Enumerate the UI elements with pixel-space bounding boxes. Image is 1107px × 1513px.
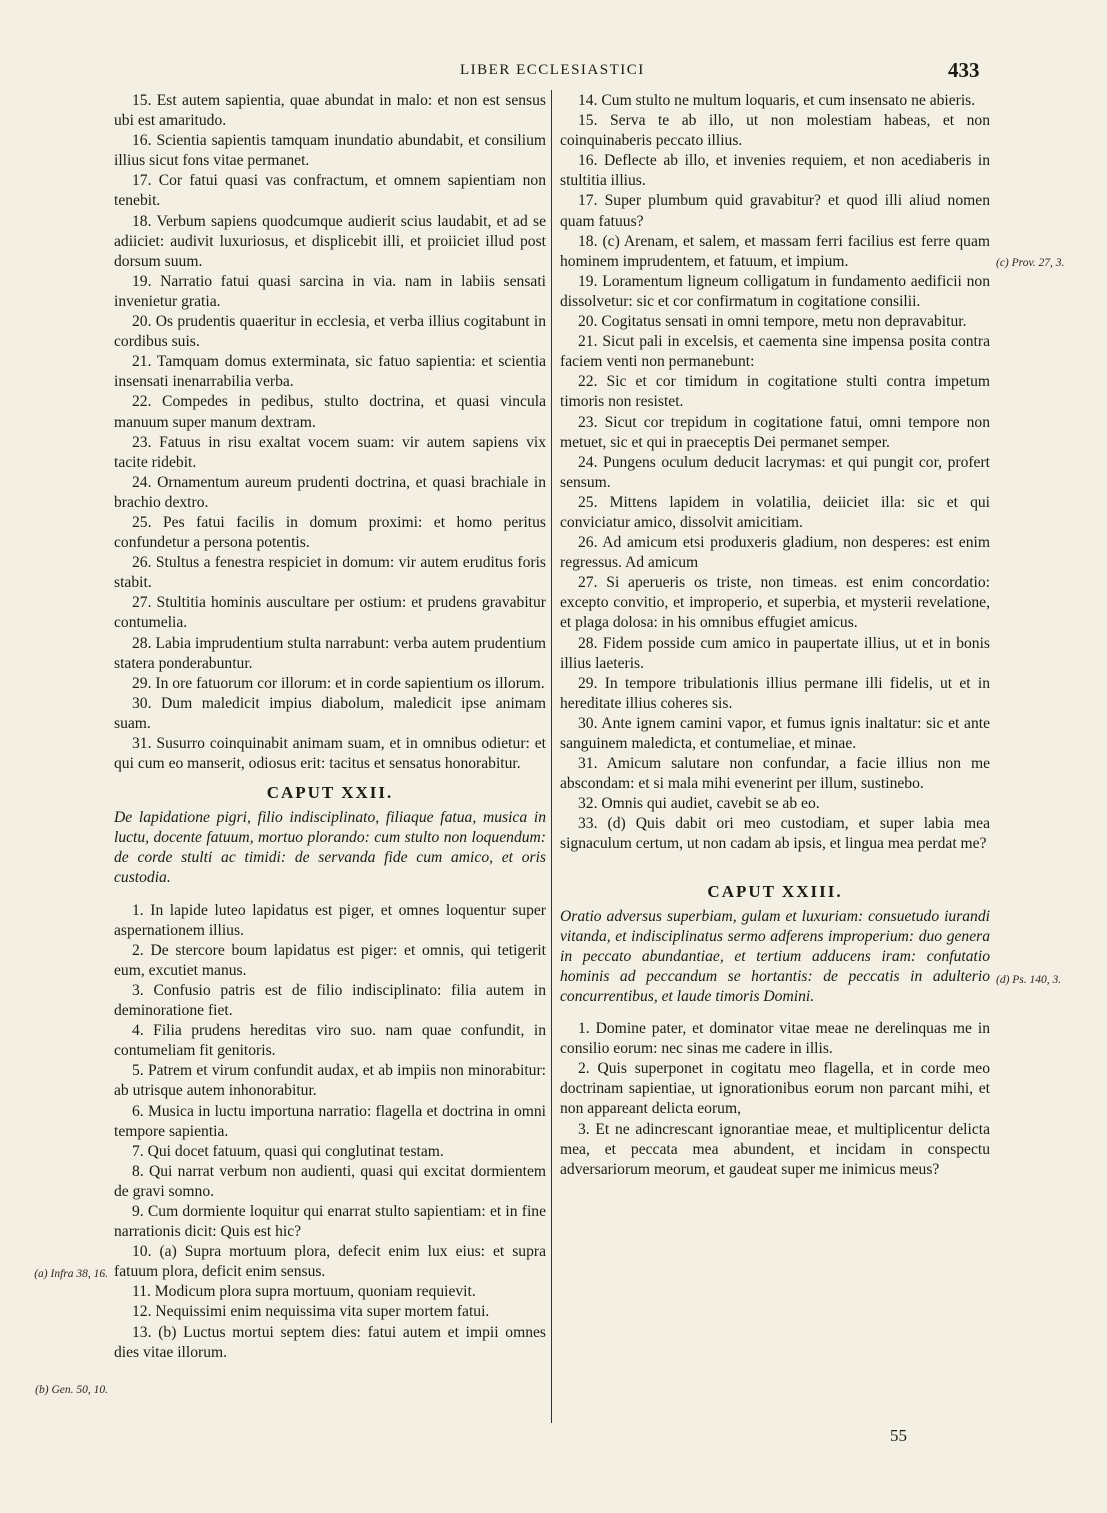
verse: 15. Serva te ab illo, ut non molestiam habeas, et non coinquinaberis peccato illius. [560, 112, 990, 150]
right-column [560, 91, 990, 1180]
margin-note-c: (c) Prov. 27, 3. [996, 257, 1065, 269]
verse: 30. Dum maledicit impius diabolum, maledicit ipse animam suam. [114, 694, 546, 732]
verse: 22. Sic et cor timidum in cogitatione stulti contra impetum timoris non resistet. [560, 373, 990, 411]
verse: 19. Narratio fatui quasi sarcina in via. nam in labiis sensati invenietur gratia. [114, 272, 546, 310]
verse: 4. Filia prudens hereditas viro suo. nam quae confundit, in contumeliam fit genitoris. [114, 1022, 546, 1060]
verse: 27. Stultitia hominis auscultare per ostium: et prudens gravabitur contumelia. [114, 594, 546, 632]
printer-signature: 55 [890, 1426, 907, 1445]
left-column [114, 91, 546, 1363]
verse: 25. Pes fatui facilis in domum proximi: et homo peritus confundetur a persona potentis. [114, 513, 546, 552]
margin-note-a: (a) Infra 38, 16. [34, 1268, 108, 1280]
verse: 12. Nequissimi enim nequissima vita super mortem fatui. [132, 1303, 490, 1321]
verse: 17. Cor fatui quasi vas confractum, et omnem sapientiam non tenebit. [114, 172, 546, 210]
verse: 6. Musica in luctu importuna narratio: flagella et doctrina in omni tempore sapientia. [114, 1102, 546, 1140]
verse: 21. Tamquam domus exterminata, sic fatuo sapientia: et scientia insensati inenarrabilia verba. [114, 353, 546, 391]
verse: 22. Compedes in pedibus, stulto doctrina, et quasi vincula manuum super manum dextram. [114, 393, 546, 431]
verse: 17. Super plumbum quid gravabitur? et quod illi aliud nomen quam fatuus? [560, 192, 990, 230]
verse: 1. Domine pater, et dominator vitae meae ne derelinquas me in consilio eorum: nec sinas me cadere in illis. [560, 1020, 990, 1058]
verse: 9. Cum dormiente loquitur qui enarrat stulto sapientiam: et in fine narrationis dicit: Quis est hic? [114, 1202, 546, 1241]
verse: 1. In lapide luteo lapidatus est piger, et omnes loquentur super aspernationem illius. [114, 901, 546, 939]
verse: 2. De stercore boum lapidatus est piger: et omnis, qui tetigerit eum, excutiet manus. [114, 941, 546, 979]
verse: 15. Est autem sapientia, quae abundat in malo: et non est sensus ubi est amaritudo. [114, 92, 546, 130]
verse: 5. Patrem et virum confundit audax, et ab impiis non minorabitur: ab utrisque autem inhonorabitur. [114, 1062, 546, 1100]
verse: 23. Sicut cor trepidum in cogitatione fatui, omni tempore non metuet, sic et qui in praeceptis Dei permanet semper. [560, 413, 990, 451]
verse: 29. In ore fatuorum cor illorum: et in corde sapientium os illorum. [132, 674, 545, 692]
verse: 16. Scientia sapientis tamquam inundatio abundabit, et consilium illius sicut fons vitae permanet. [114, 132, 546, 170]
verse: 13. (b) Luctus mortui septem dies: fatui autem et impii omnes dies vitae illorum. [114, 1323, 546, 1361]
verse: 25. Mittens lapidem in volatilia, deiiciet illa: sic et qui conviciatur amico, dissolvit amicitiam. [560, 493, 990, 531]
verse: 21. Sicut pali in excelsis, et caementa sine impensa posita contra faciem venti non permanebunt: [560, 333, 990, 371]
margin-note-d: (d) Ps. 140, 3. [996, 974, 1062, 986]
running-title: LIBER ECCLESIASTICI [460, 62, 645, 78]
chapter-title: CAPUT XXIII. [707, 881, 843, 901]
verse: 7. Qui docet fatuum, quasi qui conglutinat testam. [132, 1142, 444, 1160]
verse: 33. (d) Quis dabit ori meo custodiam, et super labia mea signaculum certum, ut non cadam ab ipsis, et lingua mea perdat me? [560, 815, 990, 853]
verse: 14. Cum stulto ne multum loquaris, et cum insensato ne abieris. [578, 92, 976, 109]
verse: 27. Si aperueris os triste, non timeas. est enim concordatio: excepto convitio, et improperio, et superbia, et mysterii revelatione, et plaga dolosa: in his omnibus effugiet amicus. [560, 574, 990, 632]
verse: 20. Cogitatus sensati in omni tempore, metu non depravabitur. [578, 313, 967, 331]
verse: 11. Modicum plora supra mortuum, quoniam requievit. [132, 1283, 476, 1301]
page-number: 433 [948, 58, 980, 82]
chapter-summary: Oratio adversus superbiam, gulam et luxuriam: consuetudo iurandi vitanda, et indisciplinatus sermo adferens improperium: duo genera in peccato abundantiae, et tertium adducens iram: confutatio hominis ad peccandum se hortantis: de peccatis in adulterio concurrentibus, et laude timoris Domini. [560, 907, 990, 1005]
verse: 26. Ad amicum etsi produxeris gladium, non desperes: est enim regressus. Ad amicum [560, 534, 990, 572]
column-divider [551, 90, 552, 1423]
verse: 18. Verbum sapiens quodcumque audierit scius laudabit, et ad se adiiciet: audivit luxuriosus, et displicebit illi, et proiiciet illud post dorsum suum. [114, 212, 546, 270]
verse: 24. Pungens oculum deducit lacrymas: et qui pungit cor, profert sensum. [560, 453, 990, 491]
verse: 20. Os prudentis quaeritur in ecclesia, et verba illius cogitabunt in cordibus suis. [114, 313, 546, 351]
verse: 30. Ante ignem camini vapor, et fumus ignis inaltatur: sic et ante sanguinem maledicta, et contumeliae, et minae. [560, 714, 990, 752]
verse: 29. In tempore tribulationis illius permane illi fidelis, ut et in hereditate illius coheres sis. [560, 674, 990, 712]
verse: 3. Et ne adincrescant ignorantiae meae, et multiplicentur delicta mea, et peccata mea abundent, et incidam in conspectu adversariorum meorum, et gaudeat super me inimicus meus? [560, 1120, 990, 1178]
chapter-title: CAPUT XXII. [266, 783, 394, 803]
verse: 10. (a) Supra mortuum plora, defecit enim lux eius: et supra fatuum plora, deficit enim sensus. [114, 1243, 546, 1281]
verse: 26. Stultus a fenestra respiciet in domum: vir autem eruditus foris stabit. [114, 554, 546, 592]
verse: 19. Loramentum ligneum colligatum in fundamento aedificii non dissolvetur: sic et cor confirmatum in cogitatione consilii. [560, 272, 990, 310]
verse: 28. Fidem posside cum amico in paupertate illius, ut et in bonis illius laeteris. [560, 634, 990, 672]
verse: 31. Susurro coinquinabit animam suam, et in omnibus odietur: et qui cum eo manserit, odiosus erit: tacitus et sensatus honorabitur. [114, 735, 546, 773]
verse: 2. Quis superponet in cogitatu meo flagella, et in corde meo doctrinam sapientiae, ut ignorationibus eorum non parcant mihi, et non appareant delicta eorum, [560, 1060, 990, 1118]
verse: 32. Omnis qui audiet, cavebit se ab eo. [578, 795, 820, 813]
verse: 16. Deflecte ab illo, et invenies requiem, et non acediaberis in stultitia illius. [560, 152, 990, 190]
margin-note-b: (b) Gen. 50, 10. [35, 1384, 108, 1396]
verse: 3. Confusio patris est de filio indisciplinato: filia autem in deminoratione fiet. [114, 981, 546, 1020]
verse: 31. Amicum salutare non confundar, a facie illius non me abscondam: et si mala mihi evenerint per illum, sustinebo. [560, 755, 990, 793]
verse: 23. Fatuus in risu exaltat vocem suam: vir autem sapiens vix tacite ridebit. [114, 433, 546, 471]
verse: 8. Qui narrat verbum non audienti, quasi qui excitat dormientem de gravi somno. [114, 1162, 546, 1200]
verse: 18. (c) Arenam, et salem, et massam ferri facilius est ferre quam hominem imprudentem, et fatuum, et impium. [560, 232, 990, 270]
chapter-summary: De lapidatione pigri, filio indisciplinato, filiaque fatua, musica in luctu, docente fatuum, mortuo plorando: cum stulto non loquendum: de corde stulti ac timidi: de servanda fide cum amico, et oris custodia. [114, 809, 546, 887]
verse: 28. Labia imprudentium stulta narrabunt: verba autem prudentium statera ponderabuntur. [114, 634, 546, 672]
verse: 24. Ornamentum aureum prudenti doctrina, et quasi brachiale in brachio dextro. [114, 473, 546, 511]
